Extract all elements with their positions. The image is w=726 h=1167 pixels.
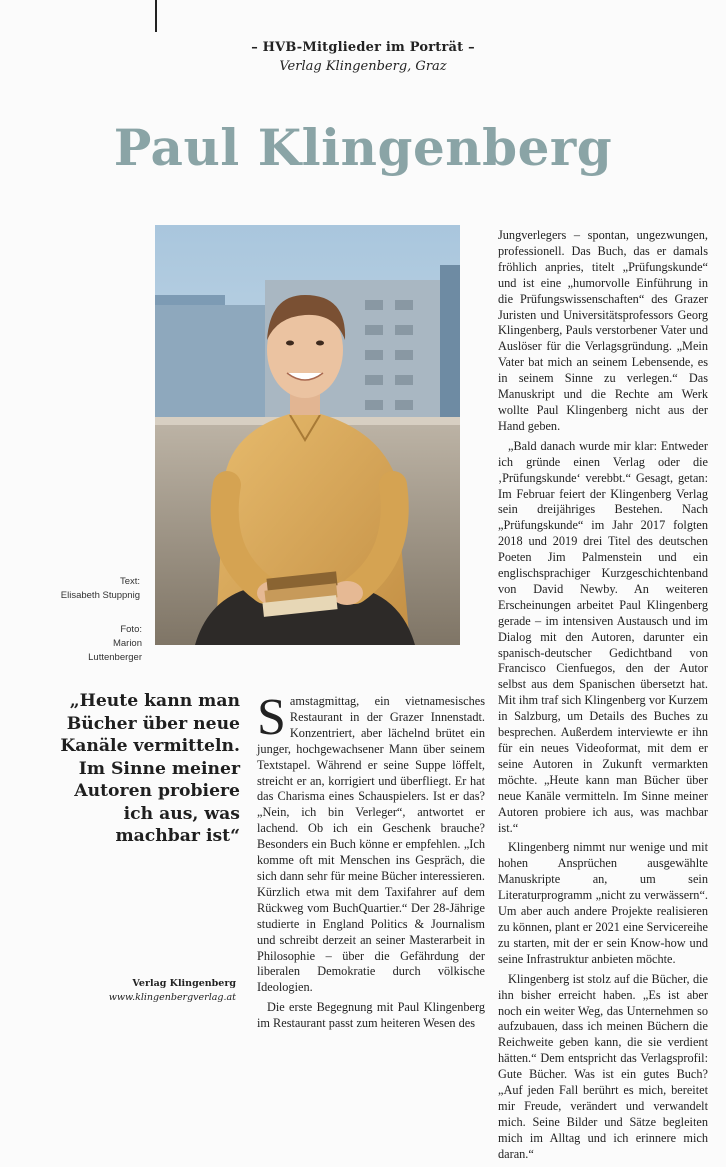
article-headline: Paul Klingenberg — [113, 118, 613, 177]
portrait-photo — [155, 225, 460, 645]
body-column-middle — [257, 689, 485, 1036]
drop-cap: S — [257, 689, 286, 746]
photo-credit-author: Marion Luttenberger — [88, 638, 142, 663]
body-paragraph: Die erste Begegnung mit Paul Klingenberg im Restaurant passt zum heiteren Wesen des — [257, 1000, 485, 1031]
text-credit-author: Elisabeth Stuppnig — [60, 590, 140, 601]
section-kicker — [0, 40, 726, 74]
kicker-title: – HVB-Mitglieder im Porträt – — [251, 40, 475, 55]
publisher-url[interactable]: www.klingenbergverlag.at — [108, 992, 236, 1003]
body-paragraph: Jungverlegers – spontan, ungezwungen, professionell. Das Buch, das er damals fröhlich anpries, titelt „Prüfungskunde“ und ist eine „humorvolle Einführung in die Prüfungswissenschaften“ des Grazer Juristen und Universitätsprofessors Georg Klingenberg, Pauls verstorbener Vater und Auslöser für die Verlagsgründung. „Mein Vater bat mich an seinem Lebensende, es in seinem Sinne zu verlegen.“ Das Manuskript und die Rechte am Werk wollte Paul Klingenberg nicht aus der Hand geben. — [498, 228, 708, 433]
publisher-info — [70, 977, 236, 1005]
crop-mark — [155, 0, 157, 32]
pull-quote: „Heute kann man Bücher über neue Kanäle vermitteln. Im Sinne meiner Autoren probiere ich aus, was machbar ist“ — [60, 691, 240, 846]
body-paragraph — [257, 689, 485, 996]
body-paragraph: „Bald danach wurde mir klar: Entweder ich gründe einen Verlag oder die ‚Prüfungskunde‘ verebbt.“ Gesagt, getan: Im Februar feiert der Klingenberg Verlag sein dreijähriges Bestehen. Nach „Prüfungskunde“ im Jahr 2017 folgten 2018 und 2019 drei Titel des deutschen Poeten Jim Palmenstein und ein englischsprachiger Kurzgeschichtenband von David Newby. An weiteren Erscheinungen arbeitet Paul Klingenberg gerade – im intensiven Austausch und im Dialog mit den Autoren, darunter ein spanisch-deutscher Gedichtband von Francisco Cienfuegos, den der Autor selbst aus dem Spanischen übersetzt hat. Mit ihm traf sich Klingenberg vor Kurzem in Salzburg, um Details des Buches zu besprechen. Außerdem interviewte er ihn für ein neues Videoformat, mit dem er seine Autoren in Zukunft vermarkten möchte. „Heute kann man Bücher über neue Kanäle vermitteln. Im Sinne meiner Autoren probiere ich aus, was machbar ist.“ — [498, 438, 708, 835]
photo-credit-label: Foto: — [120, 624, 142, 635]
text-credit — [60, 575, 140, 603]
text-credit-label: Text: — [119, 576, 140, 587]
body-paragraph-text: amstagmittag, ein vietnamesisches Restaurant in der Grazer Innenstadt. Konzentriert, aber lächelnd brütet ein junger, hochgewachsener Mann über seinem Textstapel. Während er seine Suppe löffelt, streicht er an, korrigiert und überfliegt. Er hat das Charisma eines Schauspielers. Ist er das? „Nein, ich bin Verleger“, antwortet er lachend. Ob ich ein Geschenk brauche? Besonders ein Buch könne er empfehlen. „Ich komme oft mit Menschen ins Gespräch, die sich dann sehr für meine Bücher interessieren. Kürzlich etwa mit dem Taxifahrer auf dem Rückweg vom BuchQuartier.“ Der 28-Jährige studierte in England Politics & Journalism und schreibt derzeit an seiner Masterarbeit in Philosophie – über die Gefährdung der liberalen Demokratie durch völkische Ideologien. — [257, 694, 485, 995]
photo-credit — [60, 623, 142, 665]
body-column-right — [498, 228, 708, 1167]
body-paragraph: Klingenberg nimmt nur wenige und mit hohen Ansprüchen ausgewählte Manuskripte an, um sein Literaturprogramm „nicht zu verwässern“. Um aber auch andere Projekte realisieren zu können, plant er 2021 eine Servicereihe zu starten, mit der er sein Know-how und seine Infrastruktur anbieten möchte. — [498, 840, 708, 966]
publisher-name: Verlag Klingenberg — [132, 978, 236, 989]
kicker-subtitle: Verlag Klingenberg, Graz — [279, 59, 447, 74]
body-paragraph: Klingenberg ist stolz auf die Bücher, die ihn bisher erreicht haben. „Es ist aber noch ein weiter Weg, das Unternehmen so aufzubauen, dass ich meinen Büchern die Reichweite geben kann, die sie verdient hätten.“ Dem entspricht das Verlagsprofil: Gute Bücher. Was ist ein gutes Buch? „Auf jeden Fall berührt es mich, bereitet mir Freude, verändert und verwandelt mich. Seine Bilder und Sätze begleiten mich im Alltag und ich erinnere mich daran.“ — [498, 971, 708, 1161]
